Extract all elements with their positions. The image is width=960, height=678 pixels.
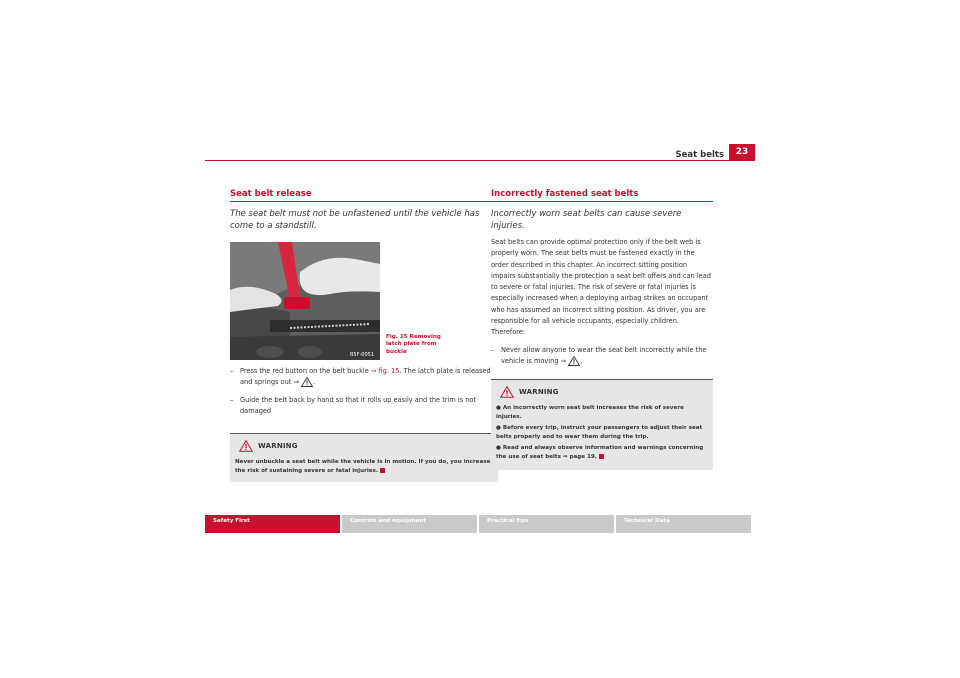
warning-triangle-icon[interactable]: [301, 377, 313, 387]
header-rule: [205, 160, 729, 161]
warning-label: WARNING: [519, 388, 559, 397]
warning-triangle-icon[interactable]: [568, 356, 580, 366]
warning-box: [491, 379, 713, 470]
figure-row: [230, 242, 498, 360]
warning-triangle-icon: [500, 386, 514, 398]
warning-header: [239, 440, 493, 452]
warning-bullet-text: Before every trip, instruct your passengers to adjust their seat belts properly and to wear them during the trip.: [496, 425, 703, 441]
tab-technical-data[interactable]: Technical Data: [616, 515, 751, 533]
section-title-incorrectly-fastened: Incorrectly fastened seat belts: [491, 189, 713, 202]
step-1-text: Never allow anyone to wear the seat belt incorrectly while the vehicle is moving ⇒: [501, 345, 707, 365]
dash-marker: –: [230, 367, 234, 375]
warning-label: WARNING: [258, 442, 298, 451]
figure-caption: Fig. 15 Removing latch plate from buckle: [386, 333, 441, 355]
list-item-step-1: – Never allow anyone to wear the seat belt incorrectly while the vehicle is moving ⇒ .: [491, 345, 707, 365]
step-1-text: Press the red button on the belt buckle: [240, 367, 371, 375]
warning-text-content: Never unbuckle a seat belt while the vehicle is in motion. If you do, you increase the risk of sustaining severe or fatal injuries.: [235, 459, 491, 475]
dash-marker: –: [491, 345, 495, 354]
warning-header: [500, 386, 708, 398]
warning-box: [230, 433, 498, 482]
warning-bullet: ● Read and always observe information and warnings concerning the use of seat belts ⇒ page 19.: [496, 445, 704, 461]
section-subtitle: Incorrectly worn seat belts can cause severe injuries.: [491, 209, 682, 231]
tab-controls-and-equipment[interactable]: Controls and equipment: [342, 515, 477, 533]
dash-marker: –: [230, 395, 234, 404]
section-title-seat-belt-release: Seat belt release: [230, 189, 498, 202]
warning-bullet: ● Before every trip, instruct your passengers to adjust their seat belts properly and to wear them during the trip.: [496, 425, 703, 441]
warning-triangle-icon: [239, 440, 253, 452]
tab-safety-first[interactable]: Safety First: [205, 515, 340, 533]
end-marker: [380, 468, 385, 473]
step-2-text: Guide the belt back by hand so that it rolls up easily and the trim is not damaged: [240, 395, 477, 415]
latch-plate-illustration: [230, 242, 380, 360]
warning-text: [235, 458, 493, 476]
warning-bullet: ● An incorrectly worn seat belt increases the risk of severe injuries.: [496, 405, 684, 421]
list-item-step-1: – Press the red button on the belt buckle ⇒ fig. 15. The latch plate is released and springs out ⇒ .: [230, 367, 491, 387]
end-marker: [599, 454, 604, 459]
page-number: 23: [729, 144, 755, 161]
body-paragraph: Seat belts can provide optimal protection only if the belt web is properly worn. The seat belts must be fastened exactly in the order described in this chapter. An incorrect sitting position impairs substantially the protection a seat belt offers and can lead to severe or fatal injuries. The risk of severe or fatal injuries is especially increased when a deploying airbag strikes an occupant who has assumed an incorrect sitting position. As driver, you are responsible for all vehicle occupants, especially children. Therefore:: [491, 238, 711, 337]
figure-latch-plate-image: [230, 242, 380, 360]
tab-practical-tips[interactable]: Practical tips: [479, 515, 614, 533]
left-column: [230, 189, 498, 482]
list-item-step-2: [230, 395, 498, 418]
warning-bullet-text: Read and always observe information and warnings concerning the use of seat belts ⇒ page 19.: [496, 445, 704, 461]
header-title: Seat belts: [675, 150, 724, 160]
figure-reference-link[interactable]: ⇒ fig. 15: [370, 367, 400, 375]
right-column: [491, 189, 713, 470]
warning-bullet-text: An incorrectly worn seat belt increases the risk of severe injuries.: [496, 405, 684, 421]
footer-nav: [205, 515, 751, 533]
figure-code: B5F-0051: [350, 352, 375, 358]
section-subtitle: The seat belt must not be unfastened until the vehicle has come to a standstill.: [230, 209, 480, 231]
step-1-text-end: . The latch plate is released and springs out ⇒: [240, 367, 491, 387]
